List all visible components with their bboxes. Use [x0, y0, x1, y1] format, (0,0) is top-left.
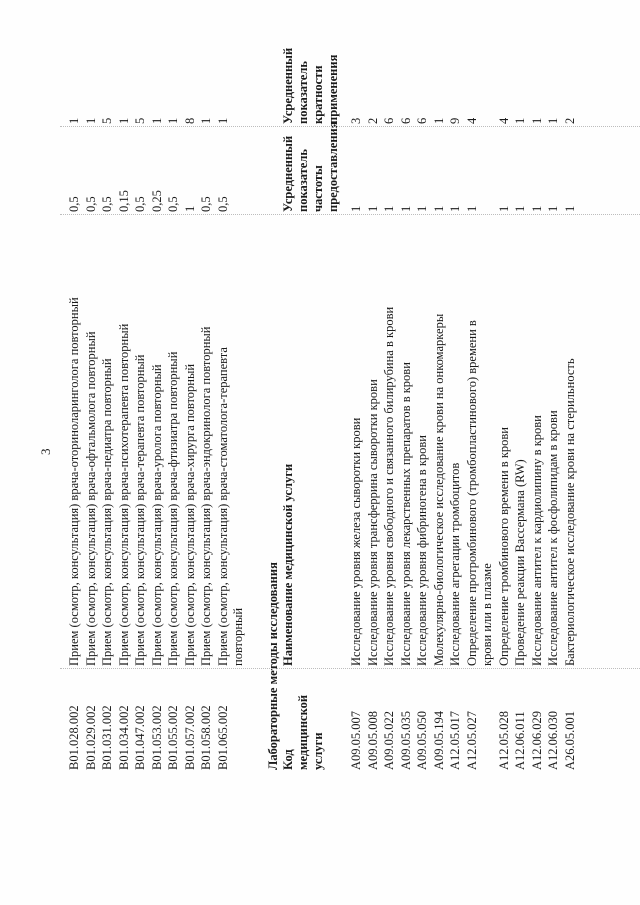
cell-code: B01.029.002 — [83, 705, 98, 770]
cell-frequency: 1 — [431, 205, 446, 212]
cell-frequency: 1 — [562, 205, 577, 212]
cell-multiplicity: 1 — [431, 117, 446, 124]
cell-code: B01.031.002 — [100, 705, 114, 770]
cell-multiplicity: 1 — [116, 117, 131, 124]
column-divider — [60, 668, 640, 669]
table-row — [365, 10, 381, 770]
cell-multiplicity: 1 — [83, 117, 98, 124]
table-row — [464, 10, 494, 770]
cell-code: A12.05.017 — [448, 710, 462, 770]
header-frequency — [281, 121, 341, 212]
header-freq-line: частоты — [311, 165, 325, 212]
cell-name: Исследование уровня лекарственных препаратов в крови — [398, 362, 413, 666]
cell-code: A12.06.011 — [513, 711, 527, 770]
cell-frequency: 1 — [448, 205, 462, 212]
cell-name: Исследование антител к фосфолипидам в крови — [546, 410, 560, 666]
cell-multiplicity: 8 — [182, 117, 197, 124]
table-row — [414, 10, 430, 770]
cell-code: A26.05.001 — [562, 710, 577, 770]
cell-code: A09.05.050 — [415, 710, 429, 770]
header-mult-line: применения — [326, 54, 340, 124]
cell-name: Прием (осмотр, консультация) врача-терапевта повторный — [133, 354, 147, 666]
cell-name: Прием (осмотр, консультация) врача-психотерапевта повторный — [116, 323, 131, 666]
cell-multiplicity: 3 — [349, 117, 363, 124]
table-row — [116, 10, 132, 770]
cell-frequency: 0,25 — [149, 190, 164, 212]
cell-name: Прием (осмотр, консультация) врача-офтальмолога повторный — [83, 331, 98, 666]
table-row — [348, 10, 364, 770]
cell-name: Прием (осмотр, консультация) врача-хирурга повторный — [182, 363, 197, 666]
cell-code: B01.058.002 — [199, 705, 213, 770]
cell-multiplicity: 2 — [562, 117, 577, 124]
cell-name: Бактериологическое исследование крови на стерильность — [562, 358, 577, 666]
cell-code: B01.034.002 — [116, 705, 131, 770]
cell-multiplicity: 5 — [100, 117, 114, 124]
cell-frequency: 1 — [365, 205, 380, 212]
cell-code: A09.05.022 — [382, 710, 396, 770]
cell-multiplicity: 9 — [448, 117, 462, 124]
header-code-line: медицинской — [296, 694, 310, 770]
header-freq-line: показатель — [296, 149, 310, 212]
header-multiplicity — [281, 48, 341, 124]
table-row — [165, 10, 181, 770]
cell-multiplicity: 6 — [382, 117, 396, 124]
cell-name: Прием (осмотр, консультация) врача-эндокринолога повторный — [199, 326, 213, 666]
cell-name: Прием (осмотр, консультация) врача-фтизиатра повторный — [166, 351, 180, 666]
cell-multiplicity: 5 — [133, 117, 147, 124]
cell-name: Молекулярно-биологическое исследование крови на онкомаркеры — [431, 313, 446, 666]
table-row — [149, 10, 165, 770]
cell-name: Прием (осмотр, консультация) врача-стоматолога-терапевта — [215, 347, 230, 666]
cell-frequency: 0,5 — [133, 196, 147, 212]
cell-code: B01.053.002 — [149, 705, 164, 770]
cell-frequency: 1 — [513, 205, 527, 212]
cell-name: Проведение реакции Вассермана (RW) — [513, 459, 527, 666]
cell-multiplicity: 1 — [67, 117, 81, 124]
cell-name: Прием (осмотр, консультация) врача-оториноларинголога повторный — [67, 297, 81, 666]
cell-multiplicity: 1 — [149, 117, 164, 124]
header-code — [281, 695, 326, 770]
cell-code: A12.05.028 — [496, 710, 511, 770]
column-divider — [60, 126, 640, 127]
cell-name: Исследование уровня железа сыворотки крови — [349, 417, 363, 666]
cell-code: B01.047.002 — [133, 705, 147, 770]
cell-name: Определение тромбинового времени в крови — [496, 427, 511, 666]
table-row — [198, 10, 214, 770]
header-freq-line: Усредненный — [281, 135, 295, 212]
cell-code: B01.028.002 — [67, 705, 81, 770]
cell-multiplicity: 1 — [215, 117, 230, 124]
cell-frequency: 0,5 — [199, 196, 213, 212]
cell-frequency: 0,5 — [215, 196, 230, 212]
cell-multiplicity: 4 — [496, 117, 511, 124]
table-row — [496, 10, 512, 770]
table-row — [447, 10, 463, 770]
cell-frequency: 1 — [546, 205, 560, 212]
cell-name: Определение протромбинового (тромбопластинового) времени в — [464, 320, 479, 666]
table-row — [529, 10, 545, 770]
cell-frequency: 1 — [415, 205, 429, 212]
table-row — [99, 10, 115, 770]
cell-name: Исследование антител к кардиолипину в крови — [529, 415, 544, 666]
header-code-line: услуги — [311, 732, 325, 770]
cell-name-continued: крови или в плазме — [479, 563, 494, 666]
header-code-line: Код — [281, 749, 295, 770]
cell-frequency: 0,5 — [100, 196, 114, 212]
cell-code: A09.05.008 — [365, 710, 380, 770]
cell-code: A09.05.007 — [349, 710, 363, 770]
cell-name: Исследование уровня фибриногена в крови — [415, 435, 429, 666]
cell-frequency: 1 — [496, 205, 511, 212]
table-row — [512, 10, 528, 770]
cell-frequency: 0,15 — [116, 190, 131, 212]
cell-multiplicity: 1 — [513, 117, 527, 124]
header-name: Наименование медицинской услуги — [281, 463, 295, 666]
header-mult-line: кратности — [311, 65, 325, 124]
cell-code: A12.05.027 — [464, 710, 479, 770]
cell-multiplicity: 1 — [529, 117, 544, 124]
cell-frequency: 1 — [398, 205, 413, 212]
table-row — [562, 10, 578, 770]
cell-name: Исследование уровня трансферрина сыворотки крови — [365, 379, 380, 666]
cell-frequency: 1 — [349, 205, 363, 212]
header-mult-line: показатель — [296, 61, 310, 124]
table-row — [66, 10, 82, 770]
table-row — [83, 10, 99, 770]
cell-frequency: 1 — [182, 205, 197, 212]
table-row — [182, 10, 198, 770]
cell-name: Прием (осмотр, консультация) врача-педиатра повторный — [100, 358, 114, 666]
cell-multiplicity: 1 — [546, 117, 560, 124]
page-number: 3 — [38, 448, 53, 455]
section-title: Лабораторные методы исследования — [266, 562, 280, 770]
header-freq-line: предоставления — [326, 121, 340, 212]
cell-code: A12.06.030 — [546, 710, 560, 770]
table-row — [431, 10, 447, 770]
table-row — [132, 10, 148, 770]
header-mult-line: Усредненный — [281, 47, 295, 124]
cell-multiplicity: 6 — [398, 117, 413, 124]
cell-frequency: 1 — [529, 205, 544, 212]
table-row — [398, 10, 414, 770]
table-row — [545, 10, 561, 770]
cell-code: A09.05.035 — [398, 710, 413, 770]
cell-frequency: 0,5 — [83, 196, 98, 212]
cell-multiplicity: 2 — [365, 117, 380, 124]
cell-code: B01.055.002 — [166, 705, 180, 770]
column-divider — [60, 214, 640, 215]
cell-name: Исследование агрегации тромбоцитов — [448, 462, 462, 666]
cell-frequency: 0,5 — [67, 196, 81, 212]
cell-frequency: 1 — [464, 205, 479, 212]
cell-frequency: 1 — [382, 205, 396, 212]
cell-code: A12.06.029 — [529, 710, 544, 770]
cell-name-continued: повторный — [230, 607, 245, 666]
cell-multiplicity: 1 — [166, 117, 180, 124]
cell-multiplicity: 1 — [199, 117, 213, 124]
table-row — [381, 10, 397, 770]
cell-multiplicity: 4 — [464, 117, 479, 124]
cell-code: B01.057.002 — [182, 705, 197, 770]
cell-name: Исследование уровня свободного и связанного билирубина в крови — [382, 306, 396, 666]
cell-code: B01.065.002 — [215, 705, 230, 770]
table-row — [215, 10, 245, 770]
cell-frequency: 0,5 — [166, 196, 180, 212]
cell-multiplicity: 6 — [415, 117, 429, 124]
cell-name: Прием (осмотр, консультация) врача-уролога повторный — [149, 364, 164, 666]
cell-code: A09.05.194 — [431, 710, 446, 770]
